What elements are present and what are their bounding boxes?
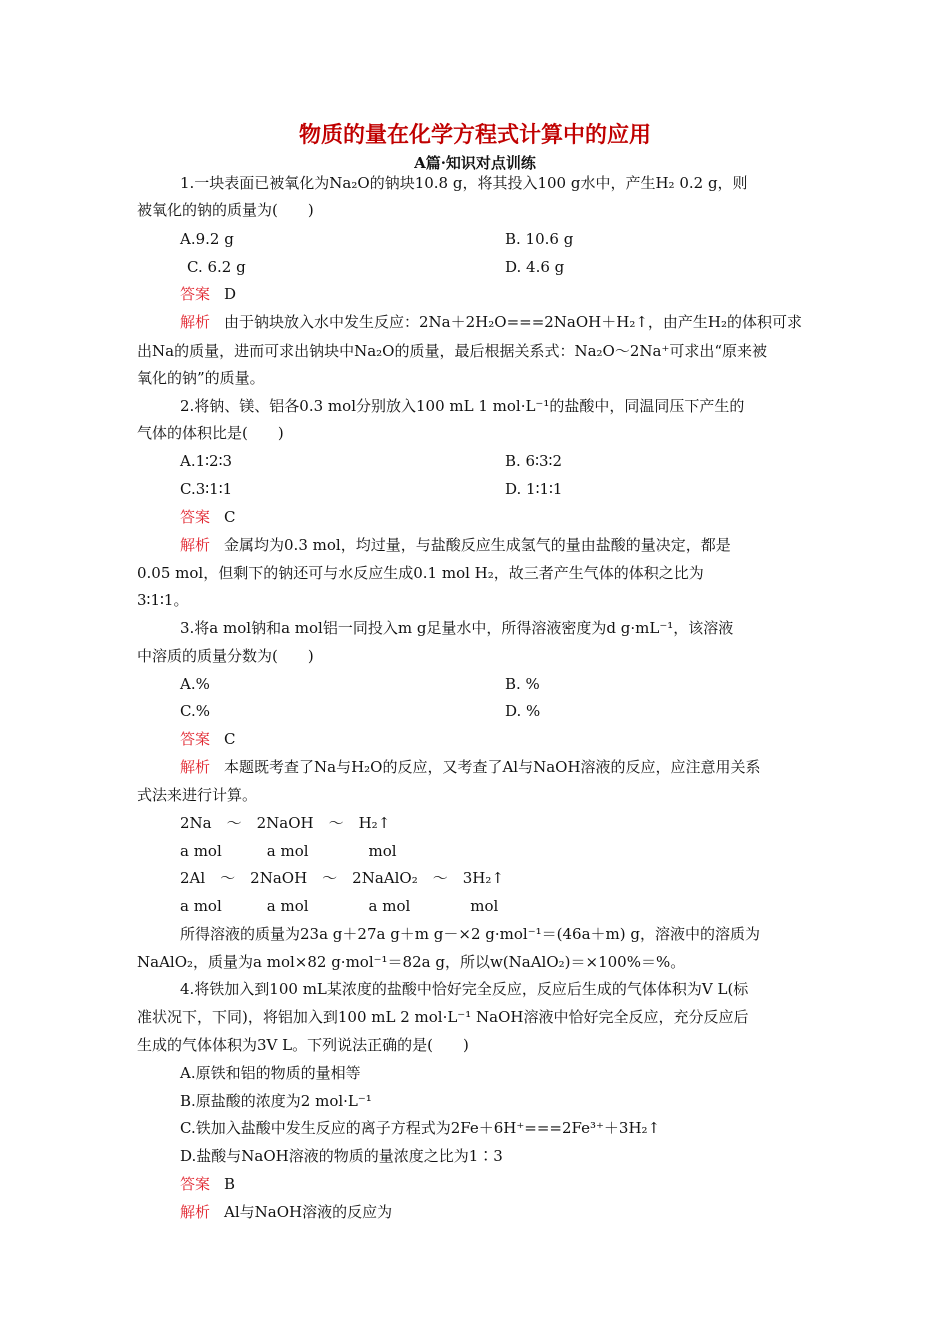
- q1-stem-line1: 1.一块表面已被氧化为Na₂O的钠块10.8 g，将其投入100 g水中，产生H₂ 0.2 g，则: [180, 174, 748, 192]
- answer-label: 答案: [180, 1175, 211, 1193]
- q3-stem-line2: 中溶质的质量分数为( ): [137, 647, 314, 665]
- q4-answer-row: [180, 1174, 235, 1194]
- q2-answer: C: [224, 508, 236, 526]
- analysis-label: 解析: [180, 313, 211, 331]
- q3-explanation-line3: 所得溶液的质量为23a g＋27a g＋m g－×2 g·mol⁻¹＝(46a＋m) g，溶液中的溶质为: [180, 925, 760, 943]
- q2-option-d: D. 1∶1∶1: [505, 480, 563, 498]
- q1-answer: D: [224, 285, 237, 303]
- section-subtitle: A篇·知识对点训练: [414, 154, 536, 172]
- q3-explanation-line2: 式法来进行计算。: [137, 786, 258, 804]
- q1-explanation-text: 由于钠块放入水中发生反应：2Na＋2H₂O===2NaOH＋H₂↑，由产生H₂的体积可求: [224, 313, 803, 331]
- q1-explanation-line3: 氧化的钠”的质量。: [137, 369, 265, 387]
- q1-explanation-line1: [180, 312, 802, 332]
- q2-explanation-text: 金属均为0.3 mol，均过量，与盐酸反应生成氢气的量由盐酸的量决定，都是: [224, 536, 731, 554]
- q2-explanation-line2: 0.05 mol，但剩下的钠还可与水反应生成0.1 mol H₂，故三者产生气体的体积之比为: [137, 564, 704, 582]
- q2-answer-row: [180, 507, 236, 527]
- analysis-label: 解析: [180, 758, 211, 776]
- q4-option-b: B.原盐酸的浓度为2 mol·L⁻¹: [180, 1092, 372, 1110]
- q4-answer: B: [224, 1175, 236, 1193]
- q2-explanation-line1: [180, 535, 731, 555]
- q4-option-c: C.铁加入盐酸中发生反应的离子方程式为2Fe＋6H⁺===2Fe³⁺＋3H₂↑: [180, 1119, 661, 1137]
- q3-explanation-text: 本题既考查了Na与H₂O的反应，又考查了Al与NaOH溶液的反应，应注意用关系: [224, 758, 761, 776]
- q2-stem-line2: 气体的体积比是( ): [137, 424, 284, 442]
- q2-stem-line1: 2.将钠、镁、铝各0.3 mol分别放入100 mL 1 mol·L⁻¹的盐酸中，同温同压下产生的: [180, 397, 745, 415]
- analysis-label: 解析: [180, 1203, 211, 1221]
- q1-answer-row: [180, 284, 236, 304]
- q3-equation-1: 2Na ～ 2NaOH ～ H₂↑: [180, 814, 391, 832]
- q4-option-a: A.原铁和铝的物质的量相等: [180, 1064, 361, 1082]
- q4-explanation-line1: [180, 1202, 392, 1222]
- answer-label: 答案: [180, 285, 211, 303]
- q2-explanation-line3: 3∶1∶1。: [137, 591, 189, 609]
- q3-option-d: D. %: [505, 702, 541, 720]
- q3-option-a: A.%: [180, 675, 210, 693]
- q2-option-a: A.1∶2∶3: [180, 452, 233, 470]
- q3-answer: C: [224, 730, 236, 748]
- q4-stem-line1: 4.将铁加入到100 mL某浓度的盐酸中恰好完全反应，反应后生成的气体体积为V L(标: [180, 980, 749, 998]
- q1-stem-line2: 被氧化的钠的质量为( ): [137, 201, 314, 219]
- answer-label: 答案: [180, 508, 211, 526]
- answer-label: 答案: [180, 730, 211, 748]
- q4-stem-line3: 生成的气体体积为3V L。下列说法正确的是( ): [137, 1036, 469, 1054]
- q3-answer-row: [180, 729, 236, 749]
- analysis-label: 解析: [180, 536, 211, 554]
- q3-explanation-line1: [180, 757, 761, 777]
- page-title: 物质的量在化学方程式计算中的应用: [298, 123, 651, 148]
- q1-explanation-line2: 出Na的质量，进而可求出钠块中Na₂O的质量，最后根据关系式：Na₂O～2Na⁺可求出“原来被: [137, 342, 768, 360]
- q4-explanation-text: Al与NaOH溶液的反应为: [224, 1203, 393, 1221]
- q2-option-b: B. 6∶3∶2: [505, 452, 562, 470]
- q1-option-a: A.9.2 g: [180, 230, 234, 248]
- q3-equation-3: 2Al ～ 2NaOH ～ 2NaAlO₂ ～ 3H₂↑: [180, 869, 504, 887]
- q2-option-c: C.3∶1∶1: [180, 480, 233, 498]
- q4-stem-line2: 准状况下，下同)，将铝加入到100 mL 2 mol·L⁻¹ NaOH溶液中恰好完全反应，充分反应后: [137, 1008, 749, 1026]
- q1-option-d: D. 4.6 g: [505, 258, 565, 276]
- q3-explanation-line4: NaAlO₂，质量为a mol×82 g·mol⁻¹＝82a g，所以w(NaAlO₂)＝×100%＝%。: [137, 953, 686, 971]
- q3-equation-4: a mol a mol a mol mol: [180, 897, 499, 915]
- q4-option-d: D.盐酸与NaOH溶液的物质的量浓度之比为1∶3: [180, 1147, 503, 1165]
- q3-option-b: B. %: [505, 675, 540, 693]
- q1-option-c: C. 6.2 g: [187, 258, 246, 276]
- q1-option-b: B. 10.6 g: [505, 230, 574, 248]
- q3-equation-2: a mol a mol mol: [180, 842, 397, 860]
- q3-stem-line1: 3.将a mol钠和a mol铝一同投入m g足量水中，所得溶液密度为d g·mL⁻¹，该溶液: [180, 619, 734, 637]
- q3-option-c: C.%: [180, 702, 210, 720]
